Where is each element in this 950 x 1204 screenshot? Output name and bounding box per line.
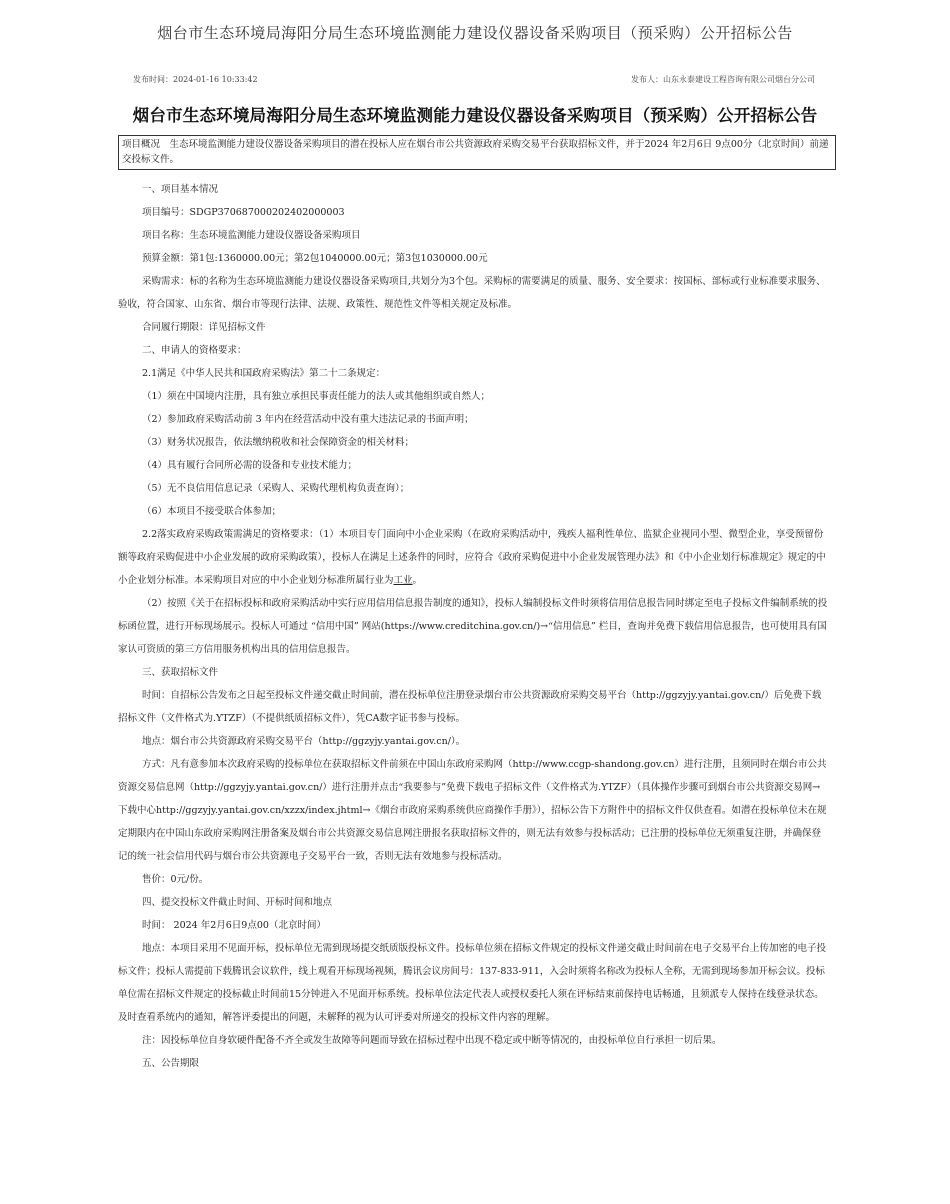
document-title: 烟台市生态环境局海阳分局生态环境监测能力建设仪器设备采购项目（预采购）公开招标公告	[132, 106, 818, 125]
section-heading-3: 三、获取招标文件	[142, 667, 219, 678]
publish-time: 发布时间：2024-01-16 10:33:42	[133, 75, 258, 84]
industry-link[interactable]: 工业	[393, 575, 413, 586]
condition-1: （1）须在中国境内注册，具有独立承担民事责任能力的法人或其他组织或自然人；	[142, 391, 491, 402]
opening-place: 地点：本项目采用不见面开标，投标单位无需到现场提交纸质版投标文件。投标单位须在招标文件规定的投标文件递交截止时间前在电子交易平台上传加密的电子投标文件；投标人需提前下载腾讯会议软件，线上观看开标现场视频，腾讯会议房间号：137-833-911，入会时须将名称改为投标人全称，无需到现场参加开标会议。投标单位需在招标文件规定的投标截止时间前15分钟进入不见面开标系统。投标单位法定代表人或授权委托人须在评标结束前保持电话畅通，且须派专人保持在线登录状态。及时查看系统内的通知，解答评委提出的问题，未解释的视为认可评委对所递交的投标文件内容的理解。	[118, 943, 827, 1023]
deadline-time: 时间： 2024 年2月6日9点00（北京时间）	[142, 920, 326, 931]
condition-5: （5）无不良信用信息记录（采购人、采购代理机构负责查询）；	[142, 483, 410, 494]
project-overview-box: 项目概况 生态环境监测能力建设仪器设备采购项目的潜在投标人应在烟台市公共资源政府采购交易平台获取招标文件，并于2024 年2月6日 9点00分（北京时间）前递交投标文件。	[118, 135, 836, 170]
condition-2: （2）参加政府采购活动前 3 年内在经营活动中没有重大违法记录的书面声明；	[142, 414, 474, 425]
section-heading-2: 二、申请人的资格要求：	[142, 345, 247, 356]
page-header: 烟台市生态环境局海阳分局生态环境监测能力建设仪器设备采购项目（预采购）公开招标公告	[157, 24, 793, 42]
section-heading-5: 五、公告期限	[142, 1058, 200, 1069]
condition-4: （4）具有履行合同所必需的设备和专业技术能力；	[142, 460, 358, 471]
budget-amount: 预算金额：第1包:1360000.00元；第2包1040000.00元；第3包1030000.00元	[142, 253, 488, 264]
publisher: 发布人：山东永泰建设工程咨询有限公司烟台分公司	[631, 75, 815, 84]
announcement-body	[118, 178, 828, 1075]
project-number: 项目编号：SDGP370687000202402000003	[142, 207, 345, 218]
policy-end: 。	[412, 575, 423, 586]
policy-text: 2.2落实政府采购政策需满足的资格要求：（1）本项目专门面向中小企业采购（在政府采购活动中，残疾人福利性单位、监狱企业视同小型、微型企业，享受预留份额等政府采购促进中小企业发展的政府采购政策），投标人在满足上述条件的同时，应符合《政府采购促进中小企业发展管理办法》和《中小企业划行标准规定》规定的中小企业划分标准。本采购项目对应的中小企业划分标准所属行业为	[118, 529, 826, 586]
qualification-2-2	[118, 523, 828, 592]
credit-requirement: （2）按照《关于在招标投标和政府采购活动中实行应用信用信息报告制度的通知》，投标人编制投标文件时须将信用信息报告同时绑定至电子投标文件编制系统的投标函位置，进行开标现场展示。投标人可通过 “信用中国” 网站(https://www.creditchina.gov.cn/)→“信用信息” 栏目，查询并免费下载信用信息报告，也可使用具有国家认可资质的第三方信用服务机构出具的信用信息报告。	[118, 598, 828, 655]
qualification-2-1: 2.1满足《中华人民共和国政府采购法》第二十二条规定：	[142, 368, 386, 379]
obtain-time: 时间：自招标公告发布之日起至投标文件递交截止时间前，潜在投标单位注册登录烟台市公共资源政府采购交易平台（http://ggzyjy.yantai.gov.cn/）后免费下载招标文件（文件格式为.YTZF）（不提供纸质招标文件），凭CA数字证书参与投标。	[118, 690, 822, 724]
contract-period: 合同履行期限：详见招标文件	[142, 322, 266, 333]
obtain-method: 方式：凡有意参加本次政府采购的投标单位在获取招标文件前须在中国山东政府采购网（http://www.ccgp-shandong.gov.cn）进行注册，且须同时在烟台市公共资源交易信息网（http://ggzyjy.yantai.gov.cn/）进行注册并点击“我要参与”免费下载电子招标文件（文件格式为.YTZF）（具体操作步骤可到烟台市公共资源交易网→下载中心http://ggzyjy.yantai.gov.cn/xzzx/index.jhtml→《烟台市政府采购系统供应商操作手册》），招标公告下方附件中的招标文件仅供查看。如潜在投标单位未在规定期限内在中国山东政府采购网注册备案及烟台市公共资源交易信息网注册报名获取招标文件的，则无法有效参与投标活动；已注册的投标单位无须重复注册，并确保登记的统一社会信用代码与烟台市公共资源电子交易平台一致，否则无法有效地参与投标活动。	[118, 759, 827, 862]
condition-3: （3）财务状况报告，依法缴纳税收和社会保障资金的相关材料；	[142, 437, 415, 448]
bidder-note: 注：因投标单位自身软硬件配备不齐全或发生故障等问题而导致在招标过程中出现不稳定或中断等情况的，由投标单位自行承担一切后果。	[142, 1035, 722, 1046]
condition-6: （6）本项目不接受联合体参加；	[142, 506, 282, 517]
procurement-requirements: 采购需求：标的名称为生态环境监测能力建设仪器设备采购项目,共划分为3个包。采购标的需要满足的质量、服务、安全要求：按国标、部标或行业标准要求服务、验收，符合国家、山东省、烟台市等现行法律、法规、政策性、规范性文件等相关规定及标准。	[118, 276, 826, 310]
section-heading-4: 四、提交投标文件截止时间、开标时间和地点	[142, 897, 333, 908]
document-price: 售价：0元/份。	[142, 874, 209, 885]
section-heading-1: 一、项目基本情况	[142, 184, 219, 195]
obtain-place: 地点：烟台市公共资源政府采购交易平台（http://ggzyjy.yantai.gov.cn/）。	[142, 736, 466, 747]
project-name: 项目名称：生态环境监测能力建设仪器设备采购项目	[142, 230, 361, 241]
